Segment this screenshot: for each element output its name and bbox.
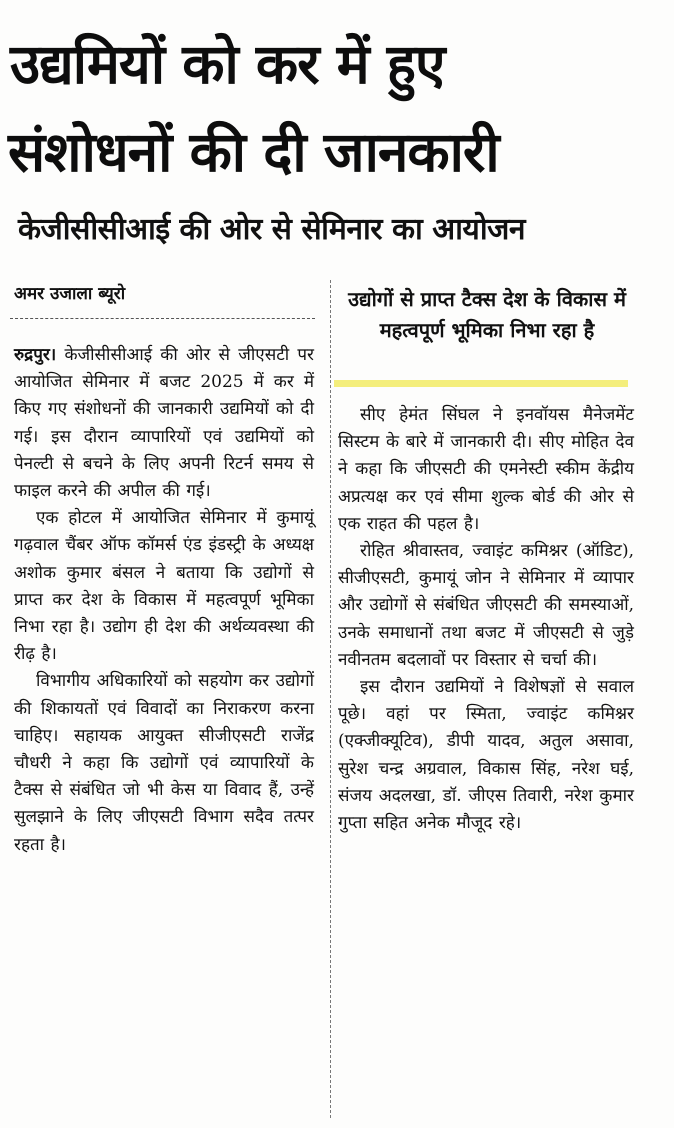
left-paragraph-3: विभागीय अधिकारियों को सहयोग कर उद्योगों की शिकायतों एवं विवादों का निराकरण करना चाहिए। सहायक आयुक्त सीजीएसटी राजेंद्र चौधरी ने कहा कि उद्योगों एवं व्यापारियों के टैक्स से संबंधित जो भी केस या विवाद हैं, उन्हें सुलझाने के लिए जीएसटी विभाग सदैव तत्पर रहता है। [14, 671, 314, 855]
left-paragraph-1-text: केजीसीसीआई की ओर से जीएसटी पर आयोजित सेमिनार में बजट 2025 में कर में किए गए संशोधनों की जानकारी उद्यमियों को दी गई। इस दौरान व्यापारियों एवं उद्यमियों को पेनल्टी से बचने के लिए अपनी रिटर्न समय से फाइल करने की अपील की गई। [14, 345, 314, 502]
right-paragraph-2: रोहित श्रीवास्तव, ज्वाइंट कमिश्नर (ऑडिट), सीजीएसटी, कुमायूं जोन ने सेमिनार में व्यापार और उद्योगों से संबंधित जीएसटी की समस्याओं, उनके समाधानों तथा बजट में जीएसटी से जुड़े नवीनतम बदलावों पर विस्तार से चर्चा की। [338, 541, 634, 670]
right-paragraph-1: सीए हेमंत सिंघल ने इनवॉयस मैनेजमेंट सिस्टम के बारे में जानकारी दी। सीए मोहित देव ने कहा कि जीएसटी की एमनेस्टी स्कीम केंद्रीय अप्रत्यक्ष कर एवं सीमा शुल्क बोर्ड की ओर से एक राहत की पहल है। [338, 405, 634, 534]
right-paragraph-3: इस दौरान उद्यमियों ने विशेषज्ञों से सवाल पूछे। वहां पर स्मिता, ज्वाइंट कमिश्नर (एक्जीक्यूटिव), डीपी यादव, अतुल असावा, सुरेश चन्द्र अग्रवाल, विकास सिंह, नरेश घई, संजय अदलखा, डॉ. जीएस तिवारी, नरेश कुमार गुप्ता सहित अनेक मौजूद रहे। [338, 677, 634, 834]
left-paragraph-2: एक होटल में आयोजित सेमिनार में कुमायूं गढ़वाल चैंबर ऑफ कॉमर्स एंड इंडस्ट्री के अध्यक्ष अशोक कुमार बंसल ने बताया कि उद्योगों से प्राप्त कर देश के विकास में महत्वपूर्ण भूमिका निभा रहा है। उद्योग ही देश की अर्थव्यवस्था की रीढ़ है। [14, 508, 314, 665]
dateline: रुद्रपुर। [14, 345, 57, 365]
pull-quote-highlight-bar [334, 380, 628, 387]
right-column [338, 402, 634, 837]
subheadline: केजीसीसीआई की ओर से सेमिनार का आयोजन [18, 212, 526, 247]
byline: अमर उजाला ब्यूरो [14, 284, 126, 304]
left-paragraph-1 [14, 342, 314, 505]
byline-divider [10, 318, 315, 319]
left-column [14, 342, 314, 859]
pull-quote: उद्योगों से प्राप्त टैक्स देश के विकास में महत्वपूर्ण भूमिका निभा रहा है [348, 287, 626, 342]
headline-line-2: संशोधनों की दी जानकारी [8, 120, 499, 184]
column-divider [330, 280, 331, 1118]
headline-line-1: उद्यमियों को कर में हुए [10, 32, 445, 96]
